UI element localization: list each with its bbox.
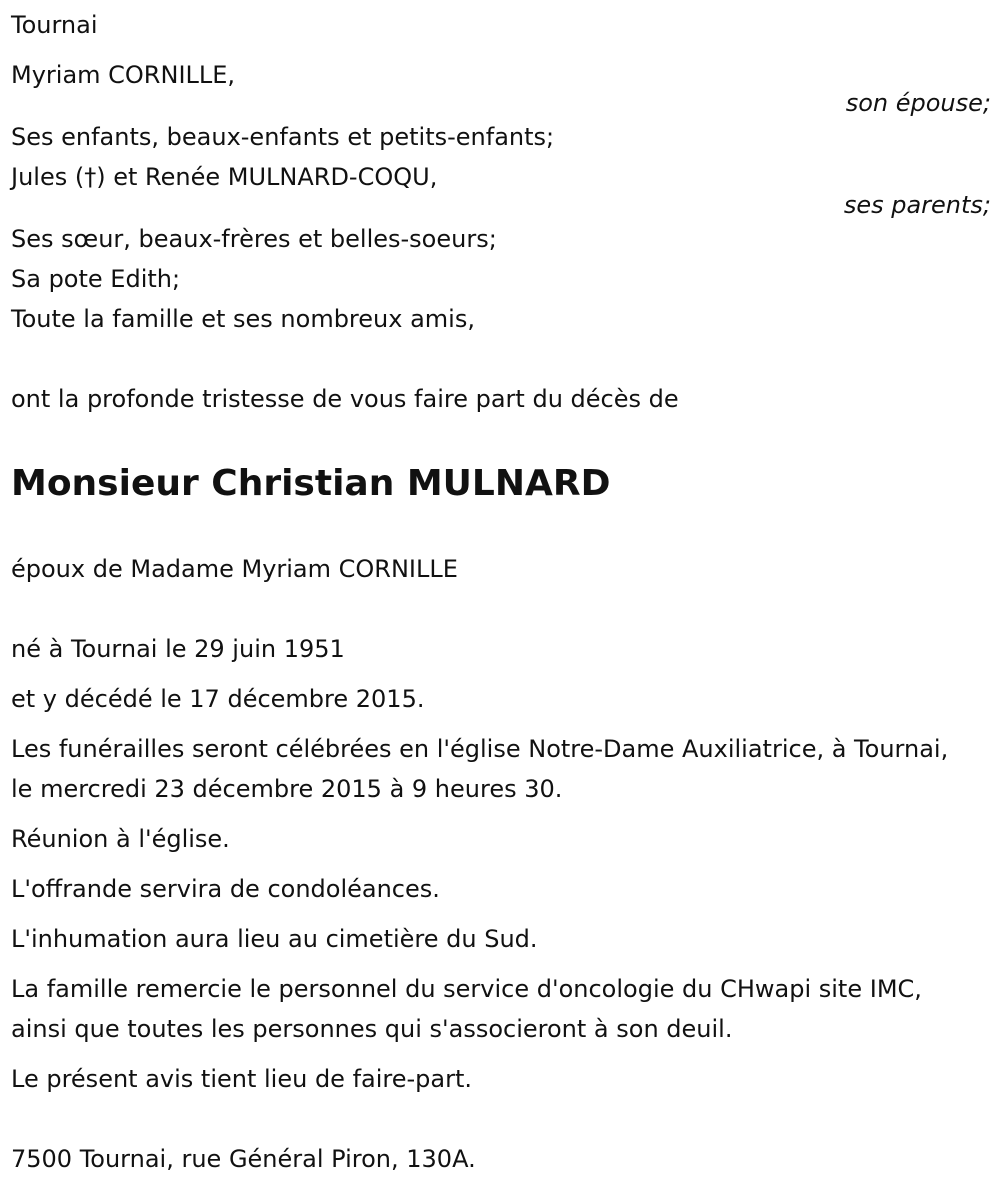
- friend-line: Sa pote Edith;: [11, 265, 181, 293]
- death-line: et y décédé le 17 décembre 2015.: [11, 685, 425, 713]
- siblings-line: Ses sœur, beaux-frères et belles-soeurs;: [11, 225, 497, 253]
- family-line: Toute la famille et ses nombreux amis,: [11, 305, 475, 333]
- deceased-name: Monsieur Christian MULNARD: [11, 463, 611, 504]
- meeting-line: Réunion à l'église.: [11, 825, 230, 853]
- address-line: 7500 Tournai, rue Général Piron, 130A.: [11, 1145, 476, 1173]
- announcement-line: ont la profonde tristesse de vous faire part du décès de: [11, 385, 679, 413]
- thanks-paragraph: La famille remercie le personnel du service d'oncologie du CHwapi site IMC, ainsi que toutes les personnes qui s'associeront à son deuil.: [11, 975, 922, 1043]
- children-line: Ses enfants, beaux-enfants et petits-enfants;: [11, 123, 555, 151]
- burial-line: L'inhumation aura lieu au cimetière du Sud.: [11, 925, 538, 953]
- parents-names: Jules (†) et Renée MULNARD-COQU,: [11, 163, 438, 191]
- funeral-paragraph: Les funérailles seront célébrées en l'église Notre-Dame Auxiliatrice, à Tournai, le mercredi 23 décembre 2015 à 9 heures 30.: [11, 735, 949, 803]
- parents-role: ses parents;: [843, 191, 991, 219]
- spouse-name: Myriam CORNILLE,: [11, 61, 236, 89]
- husband-of-line: époux de Madame Myriam CORNILLE: [11, 555, 458, 583]
- offering-line: L'offrande servira de condoléances.: [11, 875, 440, 903]
- obituary-notice: [11, 5, 991, 1179]
- location-heading: Tournai: [11, 11, 98, 39]
- notice-line: Le présent avis tient lieu de faire-part.: [11, 1065, 473, 1093]
- birth-line: né à Tournai le 29 juin 1951: [11, 635, 345, 663]
- spouse-role: son épouse;: [845, 89, 991, 117]
